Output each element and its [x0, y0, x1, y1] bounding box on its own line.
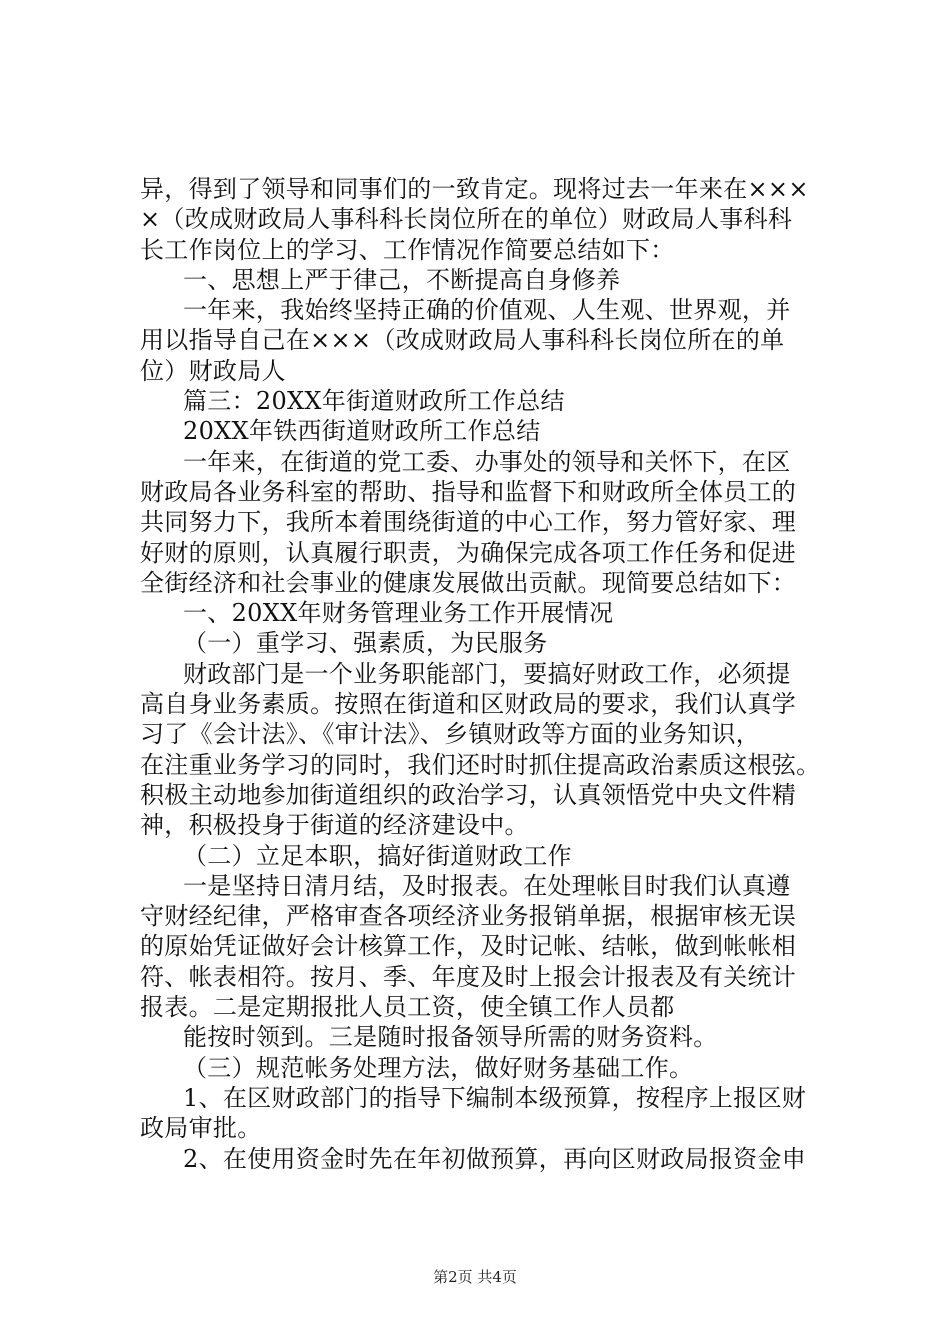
- text-line: 积极主动地参加街道组织的政治学习，认真领悟党中央文件精: [140, 780, 797, 809]
- text-line: 高自身业务素质。按照在街道和区财政局的要求，我们认真学: [140, 690, 797, 719]
- text-line: 的原始凭证做好会计核算工作，及时记帐、结帐，做到帐帐相: [140, 932, 797, 961]
- text-line: 用以指导自己在×××（改成财政局人事科科长岗位所在的单: [140, 326, 785, 355]
- text-line: 神，积极投身于街道的经济建设中。: [140, 811, 529, 840]
- text-line: 一是坚持日清月结，及时报表。在处理帐目时我们认真遵: [183, 871, 791, 900]
- text-line: 共同努力下，我所本着围绕街道的中心工作，努力管好家、理: [140, 508, 797, 537]
- text-line: 一、思想上严于律己，不断提高自身修养: [183, 265, 621, 294]
- text-line: 一、20XX年财务管理业务工作开展情况: [183, 599, 614, 628]
- text-line: 全街经济和社会事业的健康发展做出贡献。现简要总结如下：: [140, 568, 797, 597]
- text-line: 2、在使用资金时先在年初做预算，再向区财政局报资金申: [183, 1144, 807, 1173]
- text-line: 1、在区财政部门的指导下编制本级预算，按程序上报区财: [183, 1083, 807, 1112]
- text-line: 好财的原则，认真履行职责，为确保完成各项工作任务和促进: [140, 538, 797, 567]
- text-line: 习了《会计法》、《审计法》、乡镇财政等方面的业务知识，: [140, 720, 761, 749]
- text-line: （二）立足本职，搞好街道财政工作: [183, 841, 572, 870]
- text-line: 符、帐表相符。按月、季、年度及时上报会计报表及有关统计: [140, 962, 797, 991]
- text-line: ×（改成财政局人事科科长岗位所在的单位）财政局人事科科: [140, 205, 793, 234]
- text-line: 政局审批。: [140, 1114, 262, 1143]
- text-line: 一年来，在街道的党工委、办事处的领导和关怀下，在区: [183, 447, 791, 476]
- text-line: （三）规范帐务处理方法，做好财务基础工作。: [183, 1053, 694, 1082]
- text-line: 篇三：20XX年街道财政所工作总结: [183, 387, 565, 416]
- page-footer: 第2页 共4页: [433, 1268, 517, 1286]
- text-line: 报表。二是定期报批人员工资，使全镇工作人员都: [140, 993, 675, 1022]
- text-line: 财政局各业务科室的帮助、指导和监督下和财政所全体员工的: [140, 477, 797, 506]
- text-line: 财政部门是一个业务职能部门，要搞好财政工作，必须提: [183, 659, 791, 688]
- text-line: 异，得到了领导和同事们的一致肯定。现将过去一年来在×××: [140, 175, 809, 203]
- text-line: 在注重业务学习的同时，我们还时时抓住提高政治素质这根弦。: [140, 750, 821, 779]
- text-line: 守财经纪律，严格审查各项经济业务报销单据，根据审核无误: [140, 902, 797, 931]
- text-line: 位）财政局人: [140, 356, 286, 385]
- text-line: 一年来，我始终坚持正确的价值观、人生观、世界观，并: [183, 296, 791, 325]
- document-body: [140, 174, 840, 1174]
- text-line: 能按时领到。三是随时报备领导所需的财务资料。: [183, 1023, 718, 1052]
- text-line: （一）重学习、强素质，为民服务: [183, 629, 548, 658]
- text-line: 20XX年铁西街道财政所工作总结: [183, 417, 541, 446]
- text-line: 长工作岗位上的学习、工作情况作简要总结如下：: [140, 235, 675, 264]
